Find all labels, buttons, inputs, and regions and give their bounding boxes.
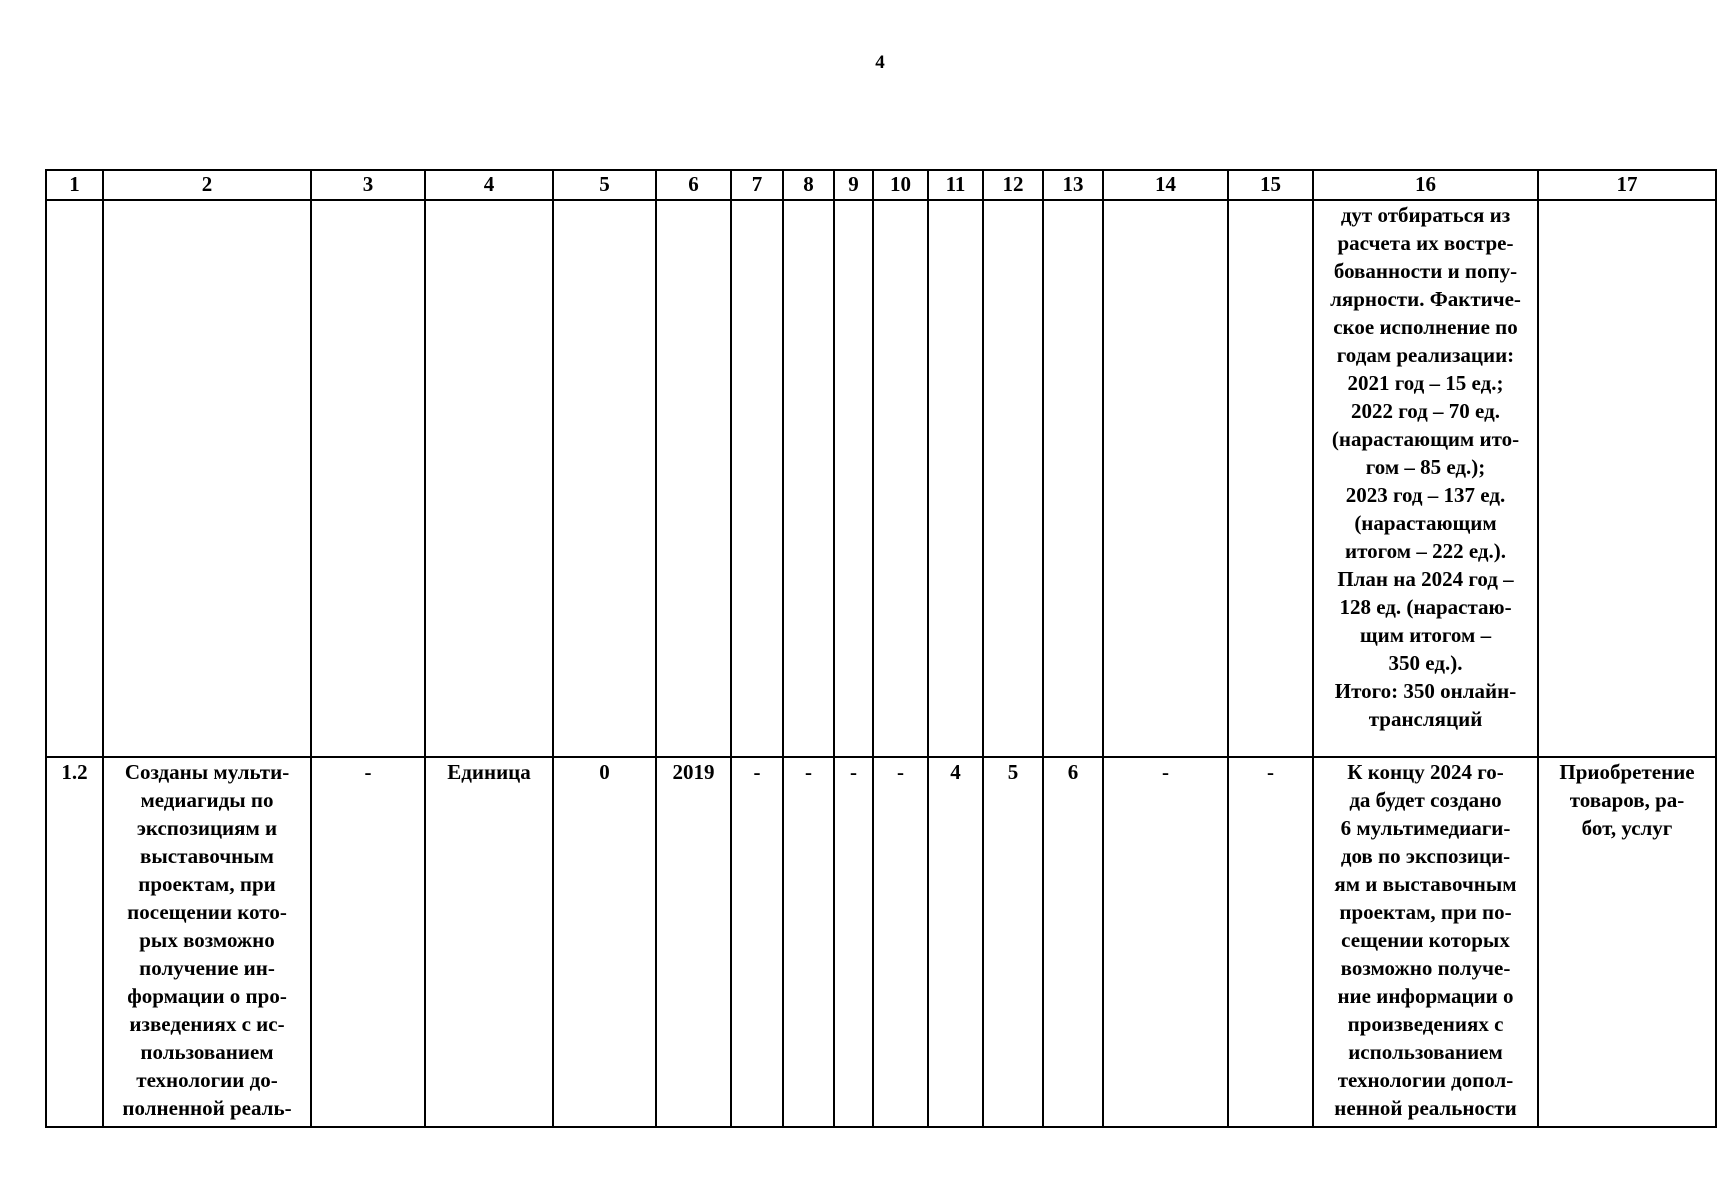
column-header: 13 <box>1043 170 1103 200</box>
text-line: посещении кото- <box>127 900 287 924</box>
table-cell <box>783 200 834 757</box>
text-line: Итого: 350 онлайн- <box>1334 679 1517 703</box>
column-header: 1 <box>46 170 103 200</box>
indicator-table <box>45 169 1717 1128</box>
text-line: 6 мультимедиаги- <box>1340 816 1511 840</box>
text-line: проектам, при <box>138 872 276 896</box>
text-line: 2022 год – 70 ед. <box>1351 399 1500 423</box>
text-line: итогом – 222 ед.). <box>1345 539 1506 563</box>
table-cell <box>425 200 553 757</box>
table-cell <box>656 200 731 757</box>
table-row <box>46 200 1716 757</box>
text-line: формации о про- <box>127 984 287 1008</box>
base-value-cell: 0 <box>553 757 656 1127</box>
text-line: щим итогом – <box>1359 623 1492 647</box>
table-cell <box>1103 200 1228 757</box>
text-line: возможно получе- <box>1340 956 1511 980</box>
text-line: Приобретение <box>1559 760 1695 784</box>
table-cell: - <box>731 757 783 1127</box>
table-row <box>46 757 1716 1127</box>
column-header: 17 <box>1538 170 1716 200</box>
table-cell <box>928 200 983 757</box>
table-cell <box>983 200 1043 757</box>
text-line: сещении которых <box>1341 928 1510 952</box>
table-cell <box>103 200 311 757</box>
text-line: товаров, ра- <box>1569 788 1685 812</box>
table-cell <box>46 200 103 757</box>
text-line: 128 ед. (нарастаю- <box>1339 595 1512 619</box>
column-header: 15 <box>1228 170 1313 200</box>
text-line: выставочным <box>140 844 274 868</box>
table-cell <box>873 200 928 757</box>
table-cell: 4 <box>928 757 983 1127</box>
text-line: (нарастающим ито- <box>1331 427 1520 451</box>
text-line: технологии допол- <box>1337 1068 1514 1092</box>
text-line: 350 ед.). <box>1388 651 1463 675</box>
text-line: изведениях с ис- <box>129 1012 285 1036</box>
column-header: 11 <box>928 170 983 200</box>
column-header: 3 <box>311 170 425 200</box>
table-cell: - <box>1228 757 1313 1127</box>
text-line: лярности. Фактиче- <box>1330 287 1521 311</box>
text-line: медиагиды по <box>140 788 274 812</box>
text-line: полненной реаль- <box>122 1096 292 1120</box>
text-line: дов по экспозици- <box>1340 844 1511 868</box>
page-number: 4 <box>875 52 885 73</box>
text-line: дут отбираться из <box>1340 203 1511 227</box>
column-header: 8 <box>783 170 834 200</box>
table-cell: - <box>783 757 834 1127</box>
row-number-cell: 1.2 <box>46 757 103 1127</box>
text-line: ненной реальности <box>1334 1096 1517 1120</box>
column-header: 4 <box>425 170 553 200</box>
result-description-cell <box>103 757 311 1127</box>
table-cell <box>1228 200 1313 757</box>
result-type-cell <box>1538 757 1716 1127</box>
text-line: произведениях с <box>1347 1012 1504 1036</box>
text-line: бованности и попу- <box>1333 259 1518 283</box>
notes-cell <box>1313 200 1538 757</box>
column-header: 9 <box>834 170 873 200</box>
column-header: 6 <box>656 170 731 200</box>
text-line: использованием <box>1348 1040 1503 1064</box>
text-line: проектам, при по- <box>1339 900 1512 924</box>
text-line: расчета их востре- <box>1337 231 1514 255</box>
text-line: 2021 год – 15 ед.; <box>1347 371 1504 395</box>
text-line: годам реализации: <box>1336 343 1515 367</box>
table-cell <box>834 200 873 757</box>
table-cell <box>731 200 783 757</box>
text-line: К концу 2024 го- <box>1347 760 1504 784</box>
column-header: 7 <box>731 170 783 200</box>
text-line: экспозициям и <box>136 816 278 840</box>
table-cell <box>1538 200 1716 757</box>
table-cell: 6 <box>1043 757 1103 1127</box>
text-line: получение ин- <box>139 956 275 980</box>
text-line: рых возможно <box>139 928 275 952</box>
text-line: Созданы мульти- <box>124 760 290 784</box>
text-line: бот, услуг <box>1581 816 1673 840</box>
unit-cell: Единица <box>425 757 553 1127</box>
column-number-header <box>46 170 1716 200</box>
table-cell <box>311 200 425 757</box>
table-cell <box>1043 200 1103 757</box>
column-header: 14 <box>1103 170 1228 200</box>
base-year-cell: 2019 <box>656 757 731 1127</box>
column-header: 10 <box>873 170 928 200</box>
column-header: 2 <box>103 170 311 200</box>
text-line: да будет создано <box>1349 788 1502 812</box>
text-line: пользованием <box>140 1040 274 1064</box>
table-cell: - <box>834 757 873 1127</box>
text-line: ям и выставочным <box>1334 872 1517 896</box>
text-line: трансляций <box>1368 707 1483 731</box>
table-cell: 5 <box>983 757 1043 1127</box>
text-line: 2023 год – 137 ед. <box>1345 483 1506 507</box>
column-header: 16 <box>1313 170 1538 200</box>
table-cell: - <box>1103 757 1228 1127</box>
text-line: ское исполнение по <box>1333 315 1518 339</box>
text-line: ние информации о <box>1337 984 1514 1008</box>
text-line: (нарастающим <box>1354 511 1497 535</box>
text-line: технологии до- <box>136 1068 278 1092</box>
text-line: гом – 85 ед.); <box>1365 455 1486 479</box>
column-header: 12 <box>983 170 1043 200</box>
notes-cell <box>1313 757 1538 1127</box>
table-cell: - <box>311 757 425 1127</box>
column-header: 5 <box>553 170 656 200</box>
table-cell: - <box>873 757 928 1127</box>
text-line: План на 2024 год – <box>1337 567 1514 591</box>
table-cell <box>553 200 656 757</box>
